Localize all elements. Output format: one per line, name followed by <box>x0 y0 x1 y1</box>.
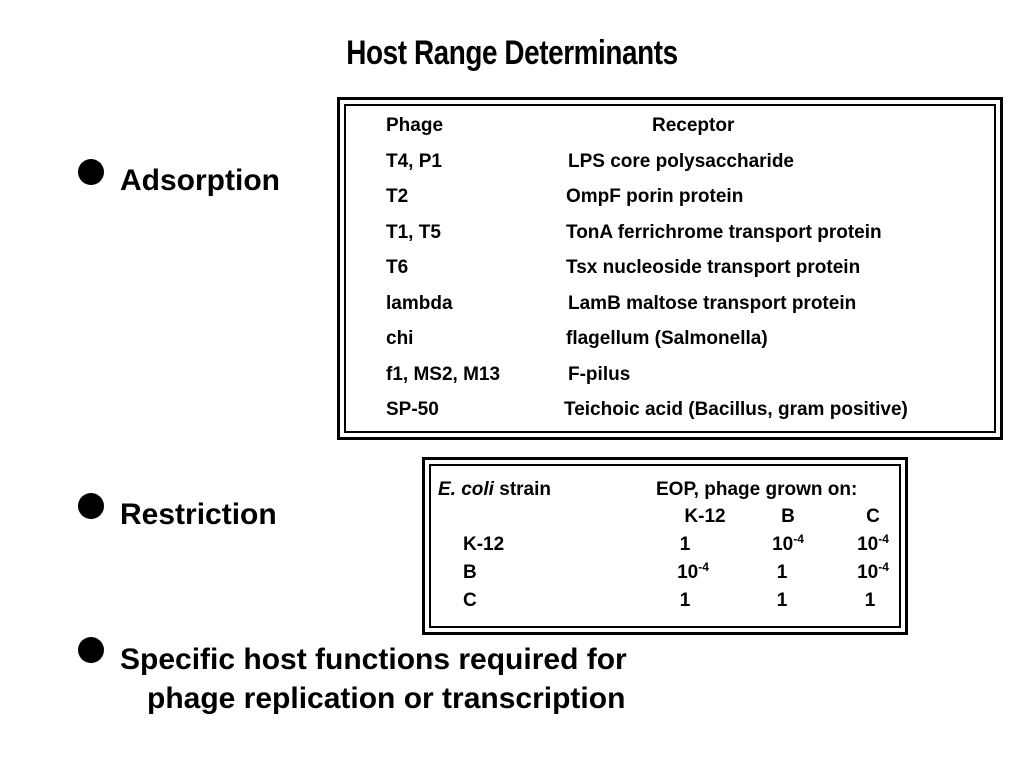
eop-header: EOP, phage grown on: <box>656 479 858 500</box>
bullet-dot-icon <box>78 637 104 663</box>
phage-cell: SP-50 <box>386 399 439 420</box>
receptor-cell: Teichoic acid (Bacillus, gram positive) <box>564 399 908 420</box>
phage-cell: f1, MS2, M13 <box>386 364 501 385</box>
column-header-b: B <box>781 506 795 527</box>
eop-value: 1 <box>864 590 876 611</box>
receptor-cell: LamB maltose transport protein <box>568 293 857 314</box>
phage-header: Phage <box>386 115 444 136</box>
receptor-cell: TonA ferrichrome transport protein <box>566 222 882 243</box>
eop-value: $10^{-4}$ <box>857 532 889 555</box>
column-header-k12: K-12 <box>684 506 726 527</box>
bullet-host-functions-line2: phage replication or transcription <box>147 682 626 715</box>
receptor-cell: LPS core polysaccharide <box>568 151 794 172</box>
strain-header <box>438 478 551 502</box>
eop-value: 1 <box>776 590 788 611</box>
receptor-cell: Tsx nucleoside transport protein <box>566 257 861 278</box>
receptor-header: Receptor <box>652 115 735 136</box>
eop-value: $10^{-4}$ <box>677 560 709 583</box>
bullet-host-functions-line1: Specific host functions required for <box>120 643 627 676</box>
strain-cell: C <box>463 590 477 611</box>
page-title: Host Range Determinants <box>346 34 678 72</box>
bullet-dot-icon <box>78 493 104 519</box>
bullet-dot-icon <box>78 159 104 185</box>
eop-value: $10^{-4}$ <box>772 532 804 555</box>
strain-cell: B <box>463 562 477 583</box>
eop-value: 1 <box>776 562 788 583</box>
strain-cell: K-12 <box>463 534 505 555</box>
eop-value: $10^{-4}$ <box>857 560 889 583</box>
phage-cell: lambda <box>386 293 453 314</box>
eop-value: 1 <box>679 590 691 611</box>
phage-cell: chi <box>386 328 414 349</box>
receptor-cell: flagellum (Salmonella) <box>566 328 768 349</box>
phage-cell: T2 <box>386 186 409 207</box>
strain-header-italic: E. coli <box>438 479 494 500</box>
receptor-cell: OmpF porin protein <box>566 186 744 207</box>
eop-value: 1 <box>679 534 691 555</box>
phage-cell: T4, P1 <box>386 151 442 172</box>
receptor-cell: F-pilus <box>568 364 631 385</box>
column-header-c: C <box>866 506 880 527</box>
strain-header-rest: strain <box>493 479 551 500</box>
phage-cell: T6 <box>386 257 409 278</box>
phage-cell: T1, T5 <box>386 222 441 243</box>
bullet-restriction: Restriction <box>120 498 277 531</box>
bullet-adsorption: Adsorption <box>120 164 280 197</box>
